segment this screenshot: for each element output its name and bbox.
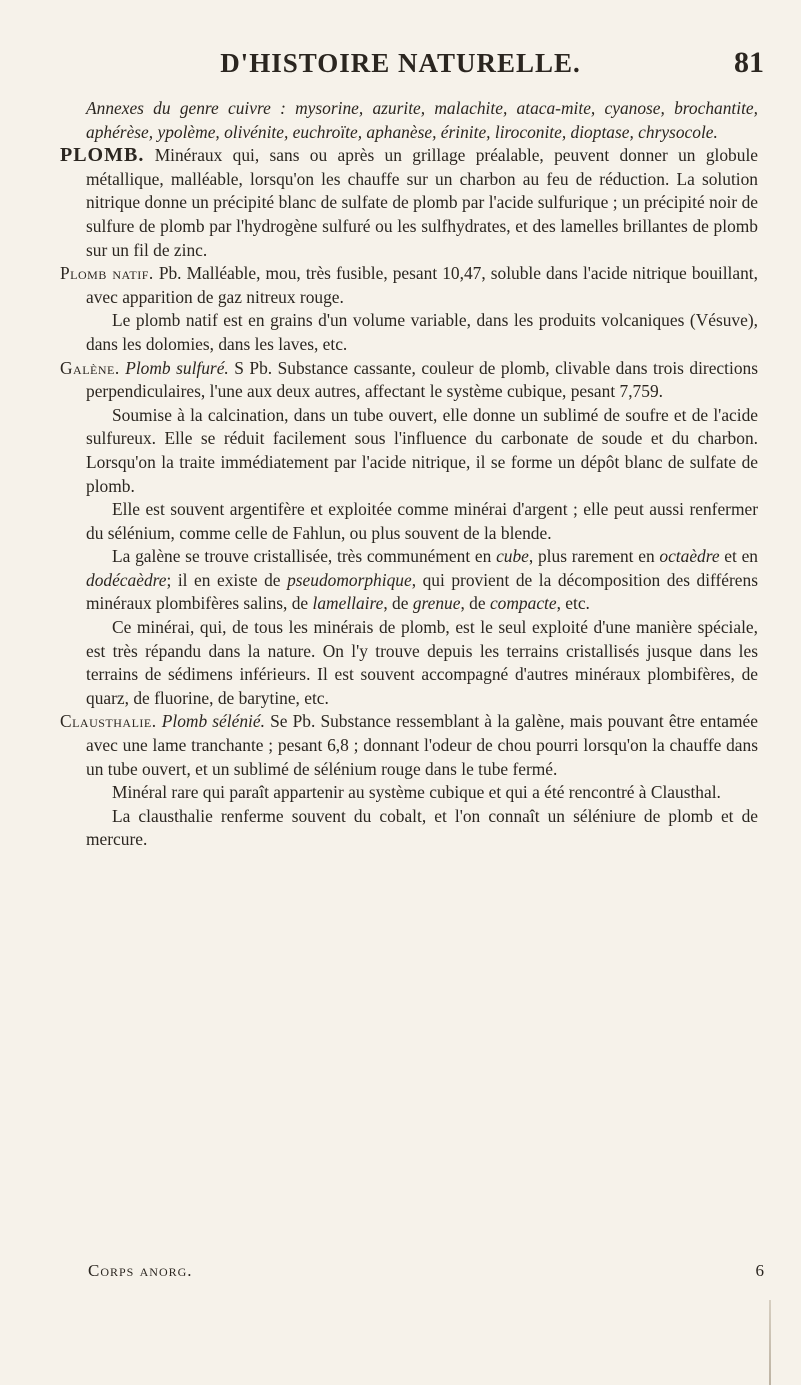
- galene-entry: [60, 357, 758, 404]
- galene-p4-pseudomorphique: pseudomorphique: [287, 569, 412, 590]
- plomb-entry: [60, 144, 758, 262]
- page-edge-shadow: [769, 1300, 771, 1385]
- galene-paragraph-5-text: Ce minérai, qui, de tous les minérais de plomb, est le seul exploité d'une manière spéciale, est très répandu dans la nature. On l'y trouve depuis les terrains cristallisés jusque dans les terrains de sédimens inférieurs. Il est souvent accompagné d'autres minéraux plombifères, de quarz, de fluorine, de barytine, etc.: [86, 617, 758, 708]
- plomb-natif-heading: Plomb natif.: [60, 263, 154, 284]
- galene-paragraph-2: [60, 404, 758, 498]
- page-footer: [88, 1261, 764, 1281]
- galene-p4-lamellaire: lamellaire: [312, 593, 384, 614]
- galene-subtitle: Plomb sulfuré.: [125, 357, 229, 378]
- galene-heading: Galène.: [60, 357, 120, 378]
- galene-paragraph-3-text: Elle est souvent argentifère et exploitée comme minérai d'argent ; elle peut aussi renfermer du sélénium, comme celle de Fahlun, ou plus souvent de la blende.: [86, 499, 758, 543]
- plomb-heading: PLOMB.: [60, 144, 145, 167]
- plomb-text: Minéraux qui, sans ou après un grillage préalable, peuvent donner un globule métallique, malléable, lorsqu'on les chauffe sur un charbon au feu de réduction. La solution nitrique donne un précipité blanc de sulfate de plomb par l'acide sulfurique ; un précipité noir de sulfure de plomb par l'hydrogène sulfuré ou les sulfhydrates, et des lamelles brillantes de plomb sur un fil de zinc.: [86, 145, 758, 260]
- plomb-natif-paragraph: [60, 309, 758, 356]
- clausthalie-paragraph-2: [60, 781, 758, 805]
- galene-p4-dodecaedre: dodécaèdre: [86, 569, 167, 590]
- clausthalie-text: Se Pb. Substance ressemblant à la galène, mais pouvant être entamée avec une lame tranchante ; pesant 6,8 ; donnant l'odeur de chou pourri lorsqu'on la chauffe dans un tube ouvert, et un sublimé de sélénium rouge dans le tube fermé.: [86, 711, 758, 779]
- galene-p4-g: , de: [460, 593, 490, 614]
- page-number: 81: [734, 46, 764, 79]
- page-body: [60, 97, 758, 852]
- galene-p4-c: et en: [719, 546, 759, 567]
- clausthalie-paragraph-2-text: Minéral rare qui paraît appartenir au système cubique et qui a été rencontré à Clausthal.: [112, 782, 721, 803]
- galene-p4-h: , etc.: [556, 593, 590, 614]
- galene-p4-b: , plus rarement en: [528, 546, 660, 567]
- annexes-paragraph: [60, 97, 758, 144]
- galene-p4-compacte: compacte: [489, 593, 557, 614]
- running-head-title: D'HISTOIRE NATURELLE.: [220, 48, 581, 78]
- galene-p4-e: , qui provient de la décomposition des différens minéraux plombifères salins, de: [86, 569, 758, 614]
- sheet-number: 6: [755, 1261, 764, 1280]
- galene-text: S Pb. Substance cassante, couleur de plomb, clivable dans trois directions perpendiculaires, l'une aux deux autres, affectant le système cubique, pesant 7,759.: [86, 357, 758, 402]
- annexes-text: Annexes du genre cuivre : mysorine, azurite, malachite, ataca-mite, cyanose, brochantite, aphérèse, ypolème, olivénite, euchroïte, aphanèse, érinite, liroconite, dioptase, chrysocole.: [86, 98, 758, 142]
- galene-p4-grenue: grenue: [412, 593, 461, 614]
- plomb-natif-text: Pb. Malléable, mou, très fusible, pesant 10,47, soluble dans l'acide nitrique bouillant, avec apparition de gaz nitreux rouge.: [86, 263, 758, 307]
- clausthalie-entry: [60, 710, 758, 781]
- galene-p4-octaedre: octaèdre: [659, 546, 720, 567]
- plomb-natif-entry: [60, 262, 758, 309]
- plomb-natif-paragraph-text: Le plomb natif est en grains d'un volume variable, dans les produits volcaniques (Vésuve), dans les dolomies, dans les laves, etc.: [86, 310, 758, 354]
- clausthalie-subtitle: Plomb sélénié.: [161, 711, 265, 732]
- clausthalie-paragraph-3: [60, 805, 758, 852]
- clausthalie-paragraph-3-text: La clausthalie renferme souvent du cobalt, et l'on connaît un séléniure de plomb et de mercure.: [86, 805, 758, 850]
- galene-paragraph-5: [60, 616, 758, 710]
- galene-p4-cube: cube: [496, 546, 529, 567]
- galene-p4-d: ; il en existe de: [166, 569, 288, 590]
- galene-paragraph-4: [60, 545, 758, 616]
- galene-p4-f: , de: [383, 593, 413, 614]
- galene-p4-a: La galène se trouve cristallisée, très communément en: [112, 546, 497, 567]
- galene-paragraph-3: [60, 498, 758, 545]
- clausthalie-heading: Clausthalie.: [60, 711, 157, 732]
- galene-paragraph-2-text: Soumise à la calcination, dans un tube ouvert, elle donne un sublimé de soufre et de l'acide sulfureux. Elle se réduit facilement sous l'influence du carbonate de soude et du charbon. Lorsqu'on la traite immédiatement par l'acide nitrique, il se forme un dépôt blanc de sulfate de plomb.: [86, 404, 758, 496]
- signature-mark: Corps anorg.: [88, 1261, 193, 1280]
